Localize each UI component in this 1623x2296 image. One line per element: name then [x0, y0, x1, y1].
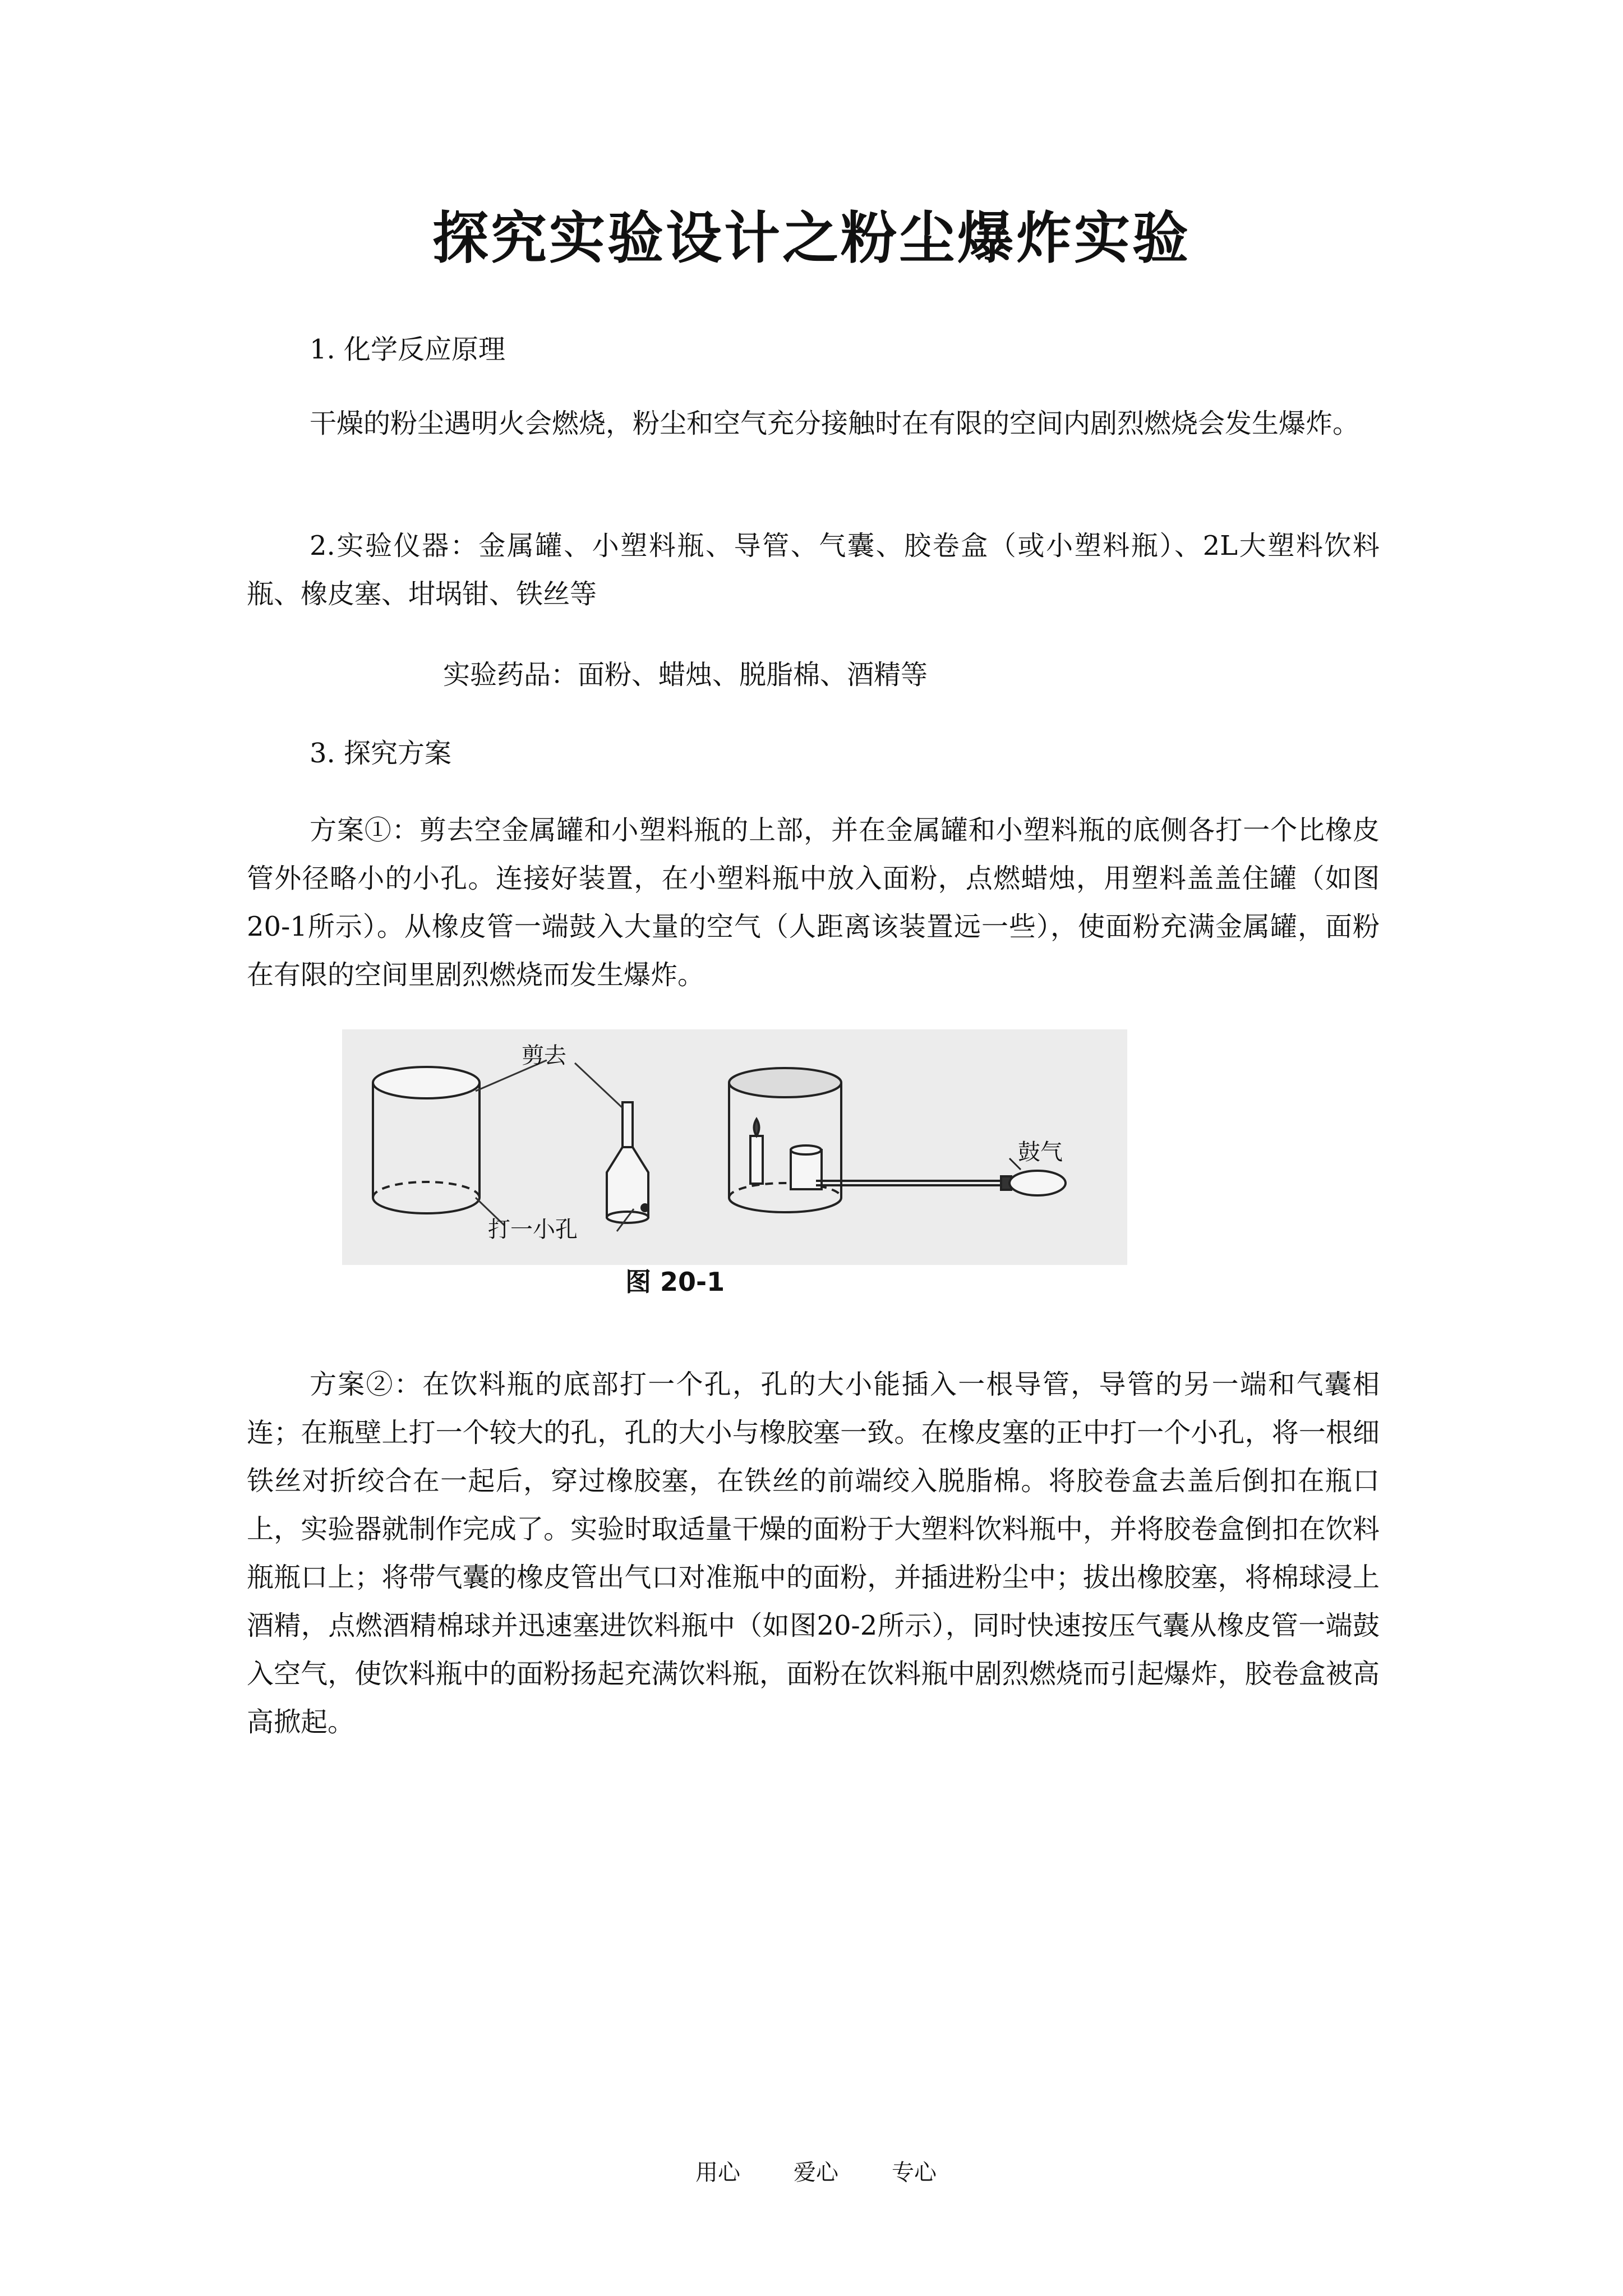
label-hole: 打一小孔: [488, 1217, 578, 1243]
plan2-paragraph: 方案②：在饮料瓶的底部打一个孔，孔的大小能插入一根导管，导管的另一端和气囊相连；在瓶壁上打一个较大的孔，孔的大小与橡胶塞一致。在橡皮塞的正中打一个小孔，将一根细铁丝对折绞合在一起后，穿过橡胶塞，在铁丝的前端绞入脱脂棉。将胶卷盒去盖后倒扣在瓶口上，实验器就制作完成了。实验时取适量干燥的面粉于大塑料饮料瓶中，并将胶卷盒倒扣在饮料瓶瓶口上；将带气囊的橡皮管出气口对准瓶中的面粉，并插进粉尘中；拔出橡胶塞，将棉球浸上酒精，点燃酒精棉球并迅速塞进饮料瓶中（如图20-2所示），同时快速按压气囊从橡皮管一端鼓入空气，使饮料瓶中的面粉扬起充满饮料瓶，面粉在饮料瓶中剧烈燃烧而引起爆炸，胶卷盒被高高掀起。: [247, 1369, 1380, 1738]
reagents-line: 实验药品：面粉、蜡烛、脱脂棉、酒精等: [443, 659, 928, 691]
page-title: 探究实验设计之粉尘爆炸实验: [432, 205, 1191, 271]
figure-20-1: [342, 1029, 1127, 1310]
section3-heading: 3. 探究方案: [310, 738, 452, 769]
footer-item-1: 用心: [695, 2160, 740, 2185]
label-blow: 鼓气: [1018, 1139, 1063, 1165]
section1-body: 干燥的粉尘遇明火会燃烧，粉尘和空气充分接触时在有限的空间内剧烈燃烧会发生爆炸。: [310, 408, 1360, 439]
footer-item-2: 爱心: [794, 2160, 838, 2185]
instruments-paragraph: 2.实验仪器：金属罐、小塑料瓶、导管、气囊、胶卷盒（或小塑料瓶）、2L大塑料饮料瓶、橡皮塞、坩埚钳、铁丝等: [247, 530, 1380, 610]
label-cut: 剪去: [522, 1043, 566, 1069]
footer-item-3: 专心: [892, 2160, 937, 2185]
section1-heading: 1. 化学反应原理: [310, 334, 506, 365]
plan1-paragraph: 方案①：剪去空金属罐和小塑料瓶的上部，并在金属罐和小塑料瓶的底侧各打一个比橡皮管外径略小的小孔。连接好装置，在小塑料瓶中放入面粉，点燃蜡烛，用塑料盖盖住罐（如图20-1所示）。从橡皮管一端鼓入大量的空气（人距离该装置远一些），使面粉充满金属罐，面粉在有限的空间里剧烈燃烧而发生爆炸。: [247, 815, 1380, 991]
figure-caption: 图 20-1: [625, 1267, 725, 1297]
